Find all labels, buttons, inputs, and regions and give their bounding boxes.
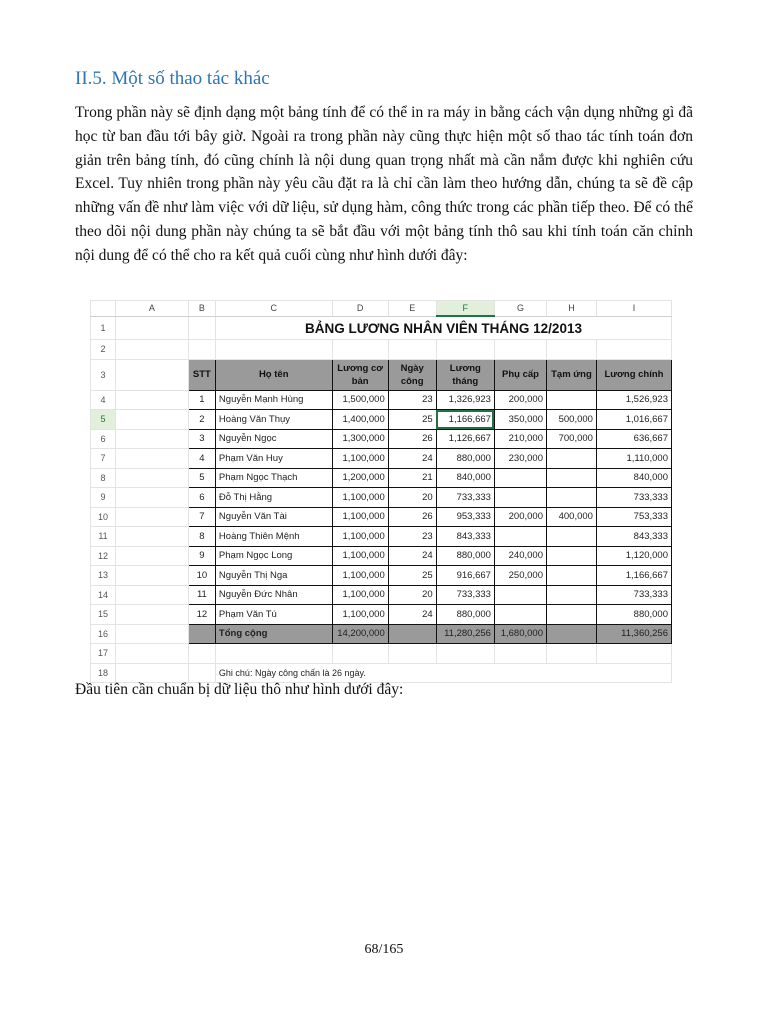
data-cell: 250,000 <box>494 566 546 586</box>
cell-a <box>115 585 188 605</box>
note-text: Ghi chú: Ngày công chấn là 26 ngày. <box>215 663 671 683</box>
data-cell: 916,667 <box>436 566 494 586</box>
table-row <box>91 429 672 449</box>
data-cell: 23 <box>388 390 436 410</box>
cell-empty <box>215 644 332 664</box>
table-row <box>91 605 672 625</box>
total-cell <box>546 624 596 644</box>
data-cell: 880,000 <box>596 605 671 625</box>
column-letter: D <box>332 301 388 317</box>
cell-a <box>115 644 188 664</box>
cell-empty <box>596 340 671 360</box>
data-cell <box>546 449 596 469</box>
data-cell: 8 <box>188 527 215 547</box>
row-number: 13 <box>91 566 116 586</box>
data-cell: 2 <box>188 410 215 430</box>
column-header: Phụ cấp <box>494 359 546 390</box>
column-header: Họ tên <box>215 359 332 390</box>
data-cell: 10 <box>188 566 215 586</box>
row-number: 9 <box>91 488 116 508</box>
corner-cell <box>91 301 116 317</box>
cell-a <box>115 359 188 390</box>
intro-paragraph: Trong phần này sẽ định dạng một bảng tính để có thể in ra máy in bằng cách vận dụng những gì đã học từ ban đầu tới bây giờ. Ngoài ra trong phần này cũng thực hiện một số thao tác tính toán đơn giản trên bảng tính, đó cũng chính là nội dung quan trọng nhất mà cần nắm được khi nghiên cứu Excel. Tuy nhiên trong phần này yêu cầu đặt ra là chỉ cần làm theo hướng dẫn, chúng ta sẽ đề cập những vấn đề như làm việc với dữ liệu, sử dụng hàm, công thức trong các phần tiếp theo. Để có thể theo dõi nội dung phần này chúng ta sẽ bắt đầu với một bảng tính thô sau khi tính toán căn chỉnh nội dung để có thể cho ra kết quả cuối cùng như hình dưới đây: <box>75 104 693 264</box>
column-letter: B <box>188 301 215 317</box>
data-cell: 7 <box>188 507 215 527</box>
row-number: 1 <box>91 316 116 340</box>
table-row <box>91 527 672 547</box>
sheet-title: BẢNG LƯƠNG NHÂN VIÊN THÁNG 12/2013 <box>215 316 671 340</box>
cell-empty <box>332 644 388 664</box>
column-header: Lương chính <box>596 359 671 390</box>
column-header: Lương tháng <box>436 359 494 390</box>
data-cell: 3 <box>188 429 215 449</box>
total-cell: 1,680,000 <box>494 624 546 644</box>
cell-empty <box>388 644 436 664</box>
data-cell: 1,326,923 <box>436 390 494 410</box>
data-cell: 1,166,667 <box>596 566 671 586</box>
row-number: 6 <box>91 429 116 449</box>
table-row <box>91 644 672 664</box>
data-cell: 200,000 <box>494 390 546 410</box>
data-cell: 700,000 <box>546 429 596 449</box>
total-cell: 11,360,256 <box>596 624 671 644</box>
cell-empty <box>494 340 546 360</box>
data-cell: 1,300,000 <box>332 429 388 449</box>
data-cell: Phạm Ngọc Long <box>215 546 332 566</box>
column-header: Lương cơ bản <box>332 359 388 390</box>
data-cell: 1,100,000 <box>332 566 388 586</box>
data-cell: 733,333 <box>596 585 671 605</box>
table-row <box>91 390 672 410</box>
data-cell: 20 <box>388 585 436 605</box>
data-cell: 840,000 <box>596 468 671 488</box>
cell-empty <box>188 340 215 360</box>
total-label: Tổng cộng <box>215 624 332 644</box>
data-cell: 1,110,000 <box>596 449 671 469</box>
data-cell <box>494 585 546 605</box>
table-row <box>91 316 672 340</box>
instruction-text: Đầu tiên cần chuẩn bị dữ liệu thô như hình dưới đây: <box>75 681 404 698</box>
data-cell <box>546 527 596 547</box>
table-row <box>91 340 672 360</box>
cell-empty <box>436 644 494 664</box>
data-cell: 9 <box>188 546 215 566</box>
data-cell: 21 <box>388 468 436 488</box>
data-cell: 1,016,667 <box>596 410 671 430</box>
cell-empty <box>188 316 215 340</box>
data-cell: Hoàng Văn Thụy <box>215 410 332 430</box>
data-cell <box>494 468 546 488</box>
total-cell: 11,280,256 <box>436 624 494 644</box>
column-letter: F <box>436 301 494 317</box>
data-cell: 880,000 <box>436 546 494 566</box>
cell-a <box>115 429 188 449</box>
data-cell <box>494 488 546 508</box>
column-header: Ngày công <box>388 359 436 390</box>
cell-empty <box>388 340 436 360</box>
cell-a <box>115 624 188 644</box>
data-cell: 350,000 <box>494 410 546 430</box>
table-row <box>91 624 672 644</box>
table-row <box>91 410 672 430</box>
data-cell: 1,100,000 <box>332 507 388 527</box>
data-cell: 25 <box>388 410 436 430</box>
data-cell <box>546 546 596 566</box>
data-cell: 1,400,000 <box>332 410 388 430</box>
column-letter: E <box>388 301 436 317</box>
cell-a <box>115 605 188 625</box>
cell-a <box>115 449 188 469</box>
data-cell: 26 <box>388 507 436 527</box>
data-cell: 1,100,000 <box>332 585 388 605</box>
section-heading: II.5. Một số thao tác khác <box>75 68 270 89</box>
table-row <box>91 566 672 586</box>
data-cell: 733,333 <box>596 488 671 508</box>
data-cell: Nguyễn Đức Nhân <box>215 585 332 605</box>
column-letter: C <box>215 301 332 317</box>
data-cell <box>546 566 596 586</box>
row-number: 8 <box>91 468 116 488</box>
cell-empty <box>436 340 494 360</box>
cell-empty <box>596 644 671 664</box>
page-number: 68/165 <box>364 942 404 957</box>
column-letter: I <box>596 301 671 317</box>
total-cell <box>188 624 215 644</box>
data-cell <box>546 468 596 488</box>
data-cell: 1,100,000 <box>332 488 388 508</box>
data-cell: 1,166,667 <box>436 410 494 430</box>
total-cell: 14,200,000 <box>332 624 388 644</box>
data-cell: Nguyễn Thị Nga <box>215 566 332 586</box>
data-cell: 4 <box>188 449 215 469</box>
data-cell: 840,000 <box>436 468 494 488</box>
cell-a <box>115 390 188 410</box>
data-cell: 1,100,000 <box>332 546 388 566</box>
cell-a <box>115 546 188 566</box>
data-cell: 25 <box>388 566 436 586</box>
data-cell <box>546 585 596 605</box>
data-cell: Hoàng Thiên Mệnh <box>215 527 332 547</box>
column-letter: H <box>546 301 596 317</box>
table-row <box>91 507 672 527</box>
cell-empty <box>188 644 215 664</box>
cell-empty <box>494 644 546 664</box>
data-cell: 500,000 <box>546 410 596 430</box>
cell-empty <box>546 644 596 664</box>
data-cell: Phạm Ngọc Thạch <box>215 468 332 488</box>
column-header: Tạm ứng <box>546 359 596 390</box>
data-cell: 880,000 <box>436 449 494 469</box>
data-cell: Đỗ Thị Hằng <box>215 488 332 508</box>
column-letter: G <box>494 301 546 317</box>
table-row <box>91 585 672 605</box>
spreadsheet-image <box>90 300 672 678</box>
data-cell: 400,000 <box>546 507 596 527</box>
row-number: 16 <box>91 624 116 644</box>
data-cell: 733,333 <box>436 488 494 508</box>
column-header-row <box>91 301 672 317</box>
data-cell: 12 <box>188 605 215 625</box>
data-cell: 733,333 <box>436 585 494 605</box>
cell-empty <box>215 340 332 360</box>
cell-a <box>115 340 188 360</box>
data-cell <box>494 527 546 547</box>
data-cell: 880,000 <box>436 605 494 625</box>
data-cell: 24 <box>388 546 436 566</box>
data-cell: 953,333 <box>436 507 494 527</box>
row-number: 7 <box>91 449 116 469</box>
table-row <box>91 546 672 566</box>
data-cell: Phạm Văn Huy <box>215 449 332 469</box>
table-row <box>91 449 672 469</box>
data-cell: 20 <box>388 488 436 508</box>
data-cell: 24 <box>388 605 436 625</box>
cell-empty <box>188 663 215 683</box>
data-cell: 230,000 <box>494 449 546 469</box>
data-cell <box>494 605 546 625</box>
row-number: 3 <box>91 359 116 390</box>
table-row <box>91 359 672 390</box>
cell-a <box>115 316 188 340</box>
cell-a <box>115 663 188 683</box>
data-cell <box>546 488 596 508</box>
data-cell: 24 <box>388 449 436 469</box>
data-cell: 636,667 <box>596 429 671 449</box>
data-cell <box>546 390 596 410</box>
data-cell: 1,100,000 <box>332 605 388 625</box>
cell-a <box>115 507 188 527</box>
data-cell: Nguyễn Ngọc <box>215 429 332 449</box>
data-cell: 240,000 <box>494 546 546 566</box>
data-cell: 6 <box>188 488 215 508</box>
data-cell: 843,333 <box>596 527 671 547</box>
data-cell: 23 <box>388 527 436 547</box>
cell-a <box>115 410 188 430</box>
table-row <box>91 488 672 508</box>
row-number: 5 <box>91 410 116 430</box>
cell-a <box>115 566 188 586</box>
data-cell: Nguyễn Văn Tài <box>215 507 332 527</box>
row-number: 17 <box>91 644 116 664</box>
data-cell: 1,126,667 <box>436 429 494 449</box>
data-cell: Phạm Văn Tú <box>215 605 332 625</box>
data-cell: 11 <box>188 585 215 605</box>
data-cell: 753,333 <box>596 507 671 527</box>
data-cell <box>546 605 596 625</box>
cell-a <box>115 488 188 508</box>
data-cell: 26 <box>388 429 436 449</box>
data-cell: 1,500,000 <box>332 390 388 410</box>
data-cell: 1 <box>188 390 215 410</box>
row-number: 18 <box>91 663 116 683</box>
table-row <box>91 468 672 488</box>
data-cell: 1,200,000 <box>332 468 388 488</box>
total-cell <box>388 624 436 644</box>
row-number: 2 <box>91 340 116 360</box>
data-cell: 1,526,923 <box>596 390 671 410</box>
data-cell: 1,120,000 <box>596 546 671 566</box>
data-cell: 1,100,000 <box>332 527 388 547</box>
table-row <box>91 663 672 683</box>
cell-a <box>115 468 188 488</box>
column-letter: A <box>115 301 188 317</box>
data-cell: Nguyễn Mạnh Hùng <box>215 390 332 410</box>
cell-a <box>115 527 188 547</box>
data-cell: 1,100,000 <box>332 449 388 469</box>
row-number: 14 <box>91 585 116 605</box>
row-number: 10 <box>91 507 116 527</box>
row-number: 11 <box>91 527 116 547</box>
row-number: 4 <box>91 390 116 410</box>
data-cell: 5 <box>188 468 215 488</box>
cell-empty <box>332 340 388 360</box>
data-cell: 200,000 <box>494 507 546 527</box>
cell-empty <box>546 340 596 360</box>
row-number: 12 <box>91 546 116 566</box>
data-cell: 843,333 <box>436 527 494 547</box>
column-header: STT <box>188 359 215 390</box>
row-number: 15 <box>91 605 116 625</box>
data-cell: 210,000 <box>494 429 546 449</box>
